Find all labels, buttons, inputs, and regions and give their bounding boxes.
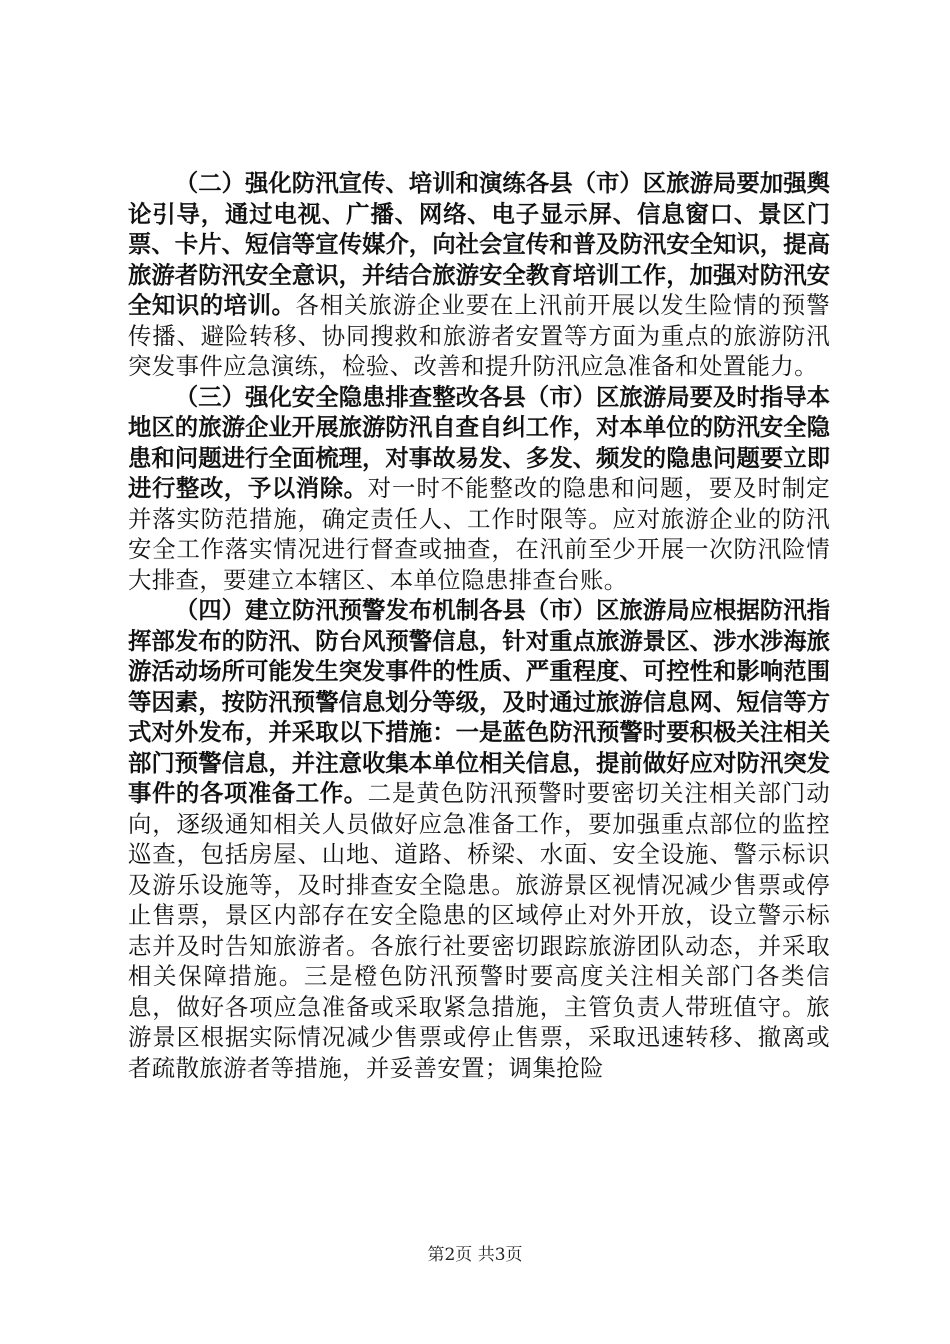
document-body bbox=[128, 168, 830, 1083]
paragraph-hazard-inspection bbox=[128, 382, 830, 596]
paragraph-body-text: 对一时不能整改的隐患和问题，要及时制定并落实防范措施，确定责任人、工作时限等。应对旅游企业的防汛安全工作落实情况进行督查或抽查，在汛前至少开展一次防汛险情大排查，要建立本辖区、本单位隐患排查台账。 bbox=[128, 474, 831, 594]
paragraph-warning-mechanism bbox=[128, 595, 830, 1083]
paragraph-heading-text: （四）建立防汛预警发布机制各县（市）区旅游局应根据防汛指挥部发布的防汛、防台风预警信息，针对重点旅游景区、涉水涉海旅游活动场所可能发生突发事件的性质、严重程度、可控性和影响范围等因素，按防汛预警信息划分等级，及时通过旅游信息网、短信等方式对外发布，并采取以下措施：一是蓝色防汛预警时要积极关注相关部门预警信息，并注意收集本单位相关信息，提前做好应对防汛突发事件的各项准备工作。 bbox=[128, 596, 830, 807]
paragraph-heading-text: （二）强化防汛宣传、培训和演练各县（市）区旅游局要加强舆论引导，通过电视、广播、网络、电子显示屏、信息窗口、景区门票、卡片、短信等宣传媒介，向社会宣传和普及防汛安全知识，提高旅游者防汛安全意识，并结合旅游安全教育培训工作，加强对防汛安全知识的培训。 bbox=[128, 169, 830, 319]
paragraph-body-text: 各相关旅游企业要在上汛前开展以发生险情的预警传播、避险转移、协同搜救和旅游者安置等方面为重点的旅游防汛突发事件应急演练，检验、改善和提升防汛应急准备和处置能力。 bbox=[128, 291, 830, 380]
paragraph-publicity-training bbox=[128, 168, 830, 382]
page-number-footer: 第2页 共3页 bbox=[427, 1245, 523, 1265]
paragraph-body-text: 二是黄色防汛预警时要密切关注相关部门动向，逐级通知相关人员做好应急准备工作，要加强重点部位的监控巡查，包括房屋、山地、道路、桥梁、水面、安全设施、警示标识及游乐设施等，及时排查安全隐患。旅游景区视情况减少售票或停止售票，景区内部存在安全隐患的区域停止对外开放，设立警示标志并及时告知旅游者。各旅行社要密切跟踪旅游团队动态，并采取相关保障措施。三是橙色防汛预警时要高度关注相关部门各类信息，做好各项应急准备或采取紧急措施，主管负责人带班值守。旅游景区根据实际情况减少售票或停止售票，采取迅速转移、撤离或者疏散旅游者等措施，并妥善安置；调集抢险 bbox=[128, 779, 831, 1082]
paragraph-heading-text: （三）强化安全隐患排查整改各县（市）区旅游局要及时指导本地区的旅游企业开展旅游防汛自查自纠工作，对本单位的防汛安全隐患和问题进行全面梳理，对事故易发、多发、频发的隐患问题要立即进行整改，予以消除。 bbox=[128, 382, 830, 502]
